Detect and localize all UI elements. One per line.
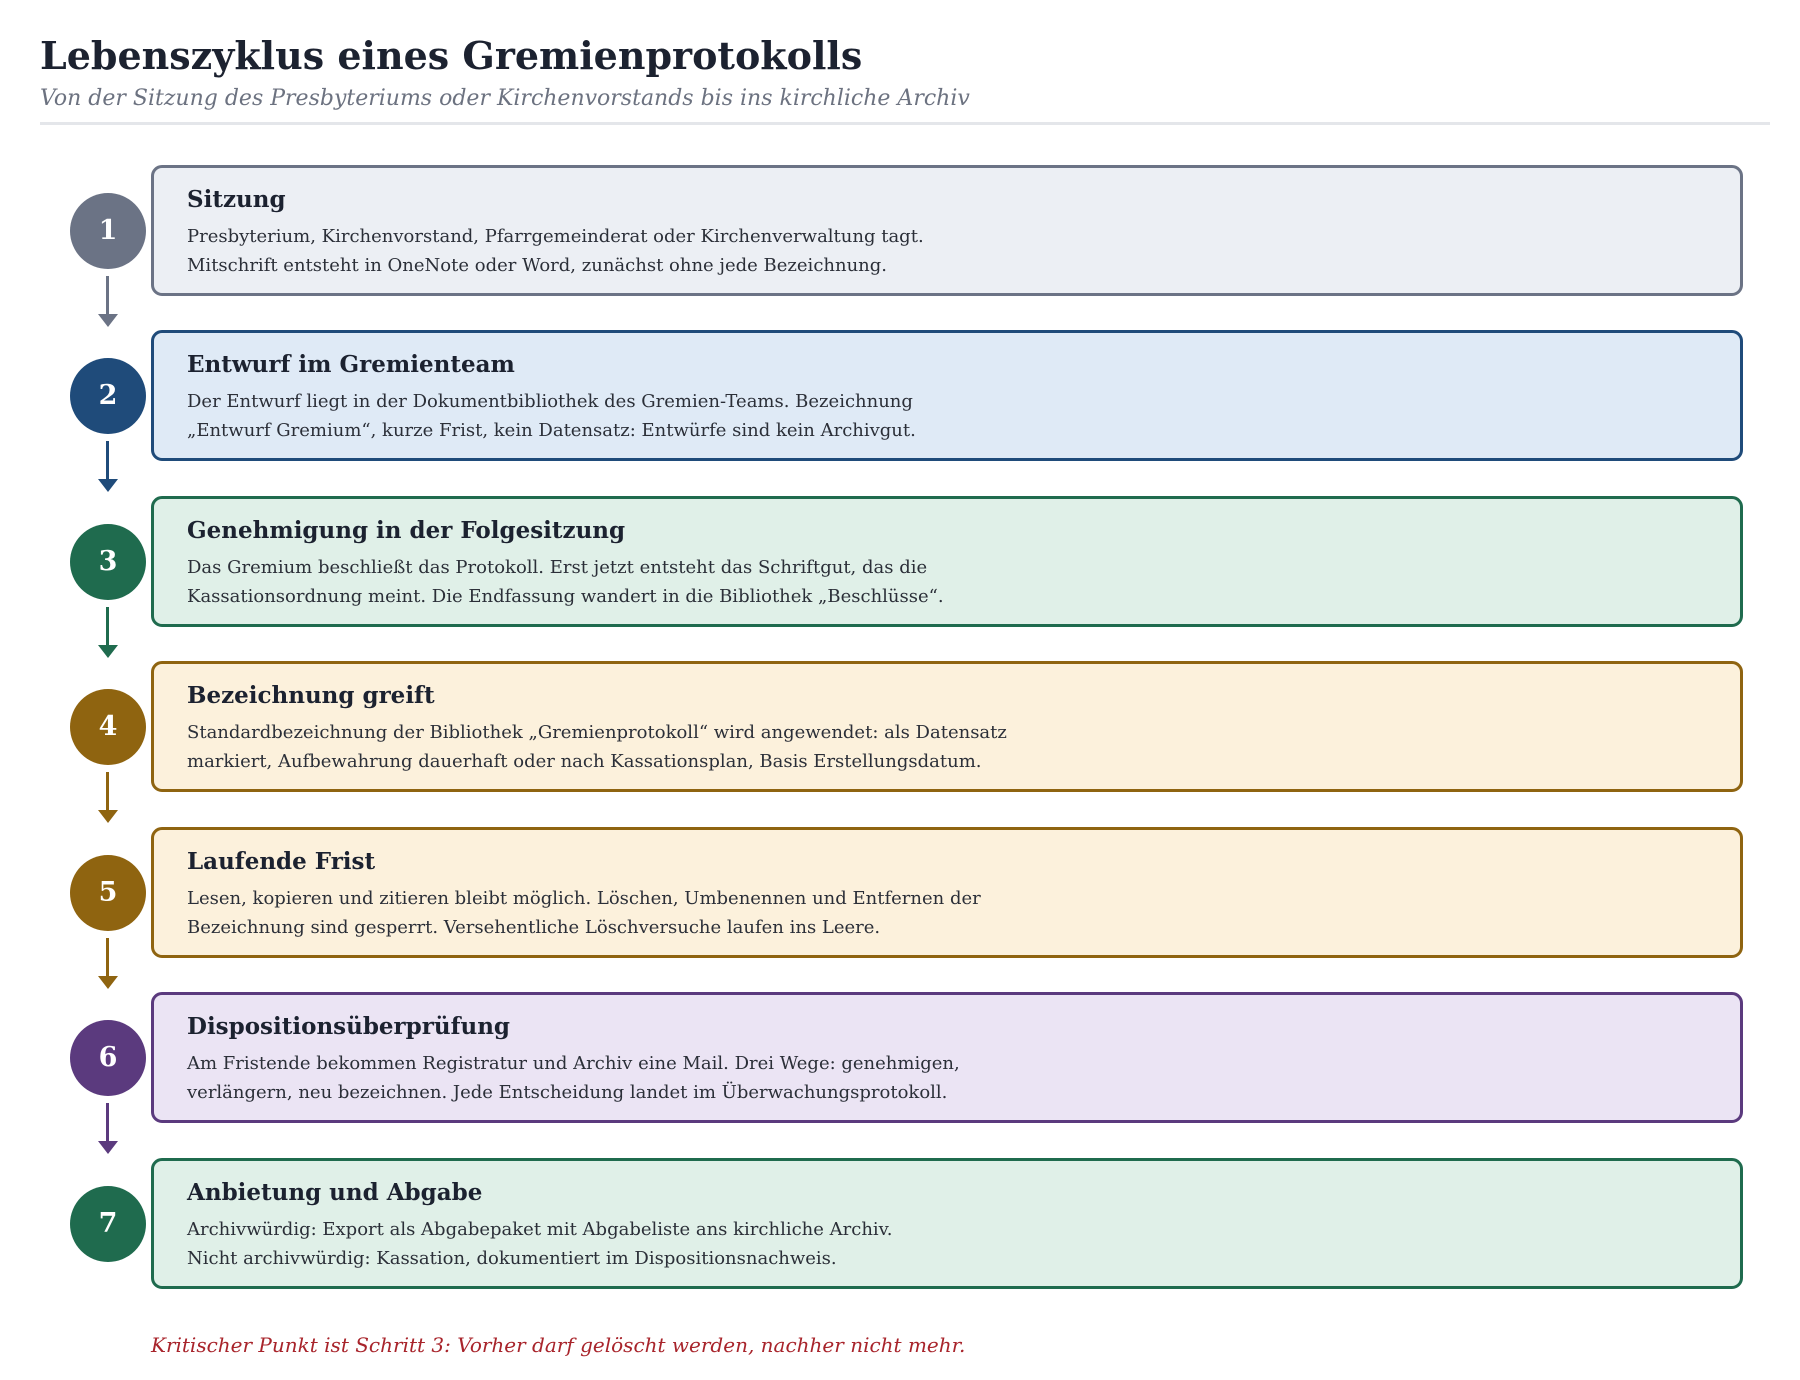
step-title: Dispositionsüberprüfung [187, 1013, 511, 1040]
step-description-line: Archivwürdig: Export als Abgabepaket mit Abgabeliste ans kirchliche Archiv. [187, 1219, 893, 1240]
down-arrow-icon [102, 1103, 114, 1156]
step-description-line: Kassationsordnung meint. Die Endfassung wandert in die Bibliothek „Beschlüsse“. [187, 586, 944, 607]
step-description-line: markiert, Aufbewahrung dauerhaft oder nach Kassationsplan, Basis Erstellungsdatum. [187, 751, 982, 772]
step-title: Bezeichnung greift [187, 682, 435, 709]
step-card [151, 496, 1743, 627]
step-1 [0, 165, 1800, 331]
down-arrow-icon [102, 441, 114, 494]
step-4 [0, 661, 1800, 827]
step-number-badge: 1 [70, 193, 146, 269]
page-title: Lebenszyklus eines Gremienprotokolls [40, 33, 863, 78]
step-card [151, 992, 1743, 1123]
step-number-badge: 5 [70, 855, 146, 931]
step-2 [0, 330, 1800, 496]
step-number-badge: 6 [70, 1020, 146, 1096]
step-description-line: Mitschrift entsteht in OneNote oder Word, zunächst ohne jede Bezeichnung. [187, 255, 888, 276]
step-number-badge: 7 [70, 1186, 146, 1262]
step-title: Entwurf im Gremienteam [187, 351, 515, 378]
step-number-badge: 4 [70, 689, 146, 765]
step-description-line: Presbyterium, Kirchenvorstand, Pfarrgemeinderat oder Kirchenverwaltung tagt. [187, 226, 924, 247]
step-title: Laufende Frist [187, 848, 376, 875]
step-description-line: Das Gremium beschließt das Protokoll. Erst jetzt entsteht das Schriftgut, das die [187, 557, 928, 578]
down-arrow-icon [102, 276, 114, 329]
step-card [151, 827, 1743, 958]
step-card [151, 165, 1743, 296]
step-title: Anbietung und Abgabe [187, 1179, 483, 1206]
step-number-badge: 2 [70, 358, 146, 434]
step-card [151, 1158, 1743, 1289]
page-subtitle: Von der Sitzung des Presbyteriums oder Kirchenvorstands bis ins kirchliche Archiv [40, 86, 970, 111]
step-description-line: „Entwurf Gremium“, kurze Frist, kein Datensatz: Entwürfe sind kein Archivgut. [187, 420, 916, 441]
step-description-line: Bezeichnung sind gesperrt. Versehentliche Löschversuche laufen ins Leere. [187, 917, 881, 938]
down-arrow-icon [102, 772, 114, 825]
step-description-line: Standardbezeichnung der Bibliothek „Gremienprotokoll“ wird angewendet: als Datensatz [187, 722, 1007, 743]
step-number-badge: 3 [70, 524, 146, 600]
step-5 [0, 827, 1800, 993]
step-description-line: verlängern, neu bezeichnen. Jede Entscheidung landet im Überwachungsprotokoll. [187, 1082, 948, 1103]
step-card [151, 661, 1743, 792]
step-description-line: Nicht archivwürdig: Kassation, dokumentiert im Dispositionsnachweis. [187, 1248, 837, 1269]
step-card [151, 330, 1743, 461]
step-7 [0, 1158, 1800, 1324]
step-description-line: Am Fristende bekommen Registratur und Archiv eine Mail. Drei Wege: genehmigen, [187, 1053, 960, 1074]
step-6 [0, 992, 1800, 1158]
step-title: Sitzung [187, 186, 286, 213]
step-3 [0, 496, 1800, 662]
step-description-line: Lesen, kopieren und zitieren bleibt möglich. Löschen, Umbenennen und Entfernen der [187, 888, 981, 909]
step-description-line: Der Entwurf liegt in der Dokumentbibliothek des Gremien-Teams. Bezeichnung [187, 391, 913, 412]
down-arrow-icon [102, 607, 114, 660]
down-arrow-icon [102, 938, 114, 991]
step-title: Genehmigung in der Folgesitzung [187, 517, 626, 544]
critical-note: Kritischer Punkt ist Schritt 3: Vorher darf gelöscht werden, nachher nicht mehr. [151, 1333, 966, 1357]
